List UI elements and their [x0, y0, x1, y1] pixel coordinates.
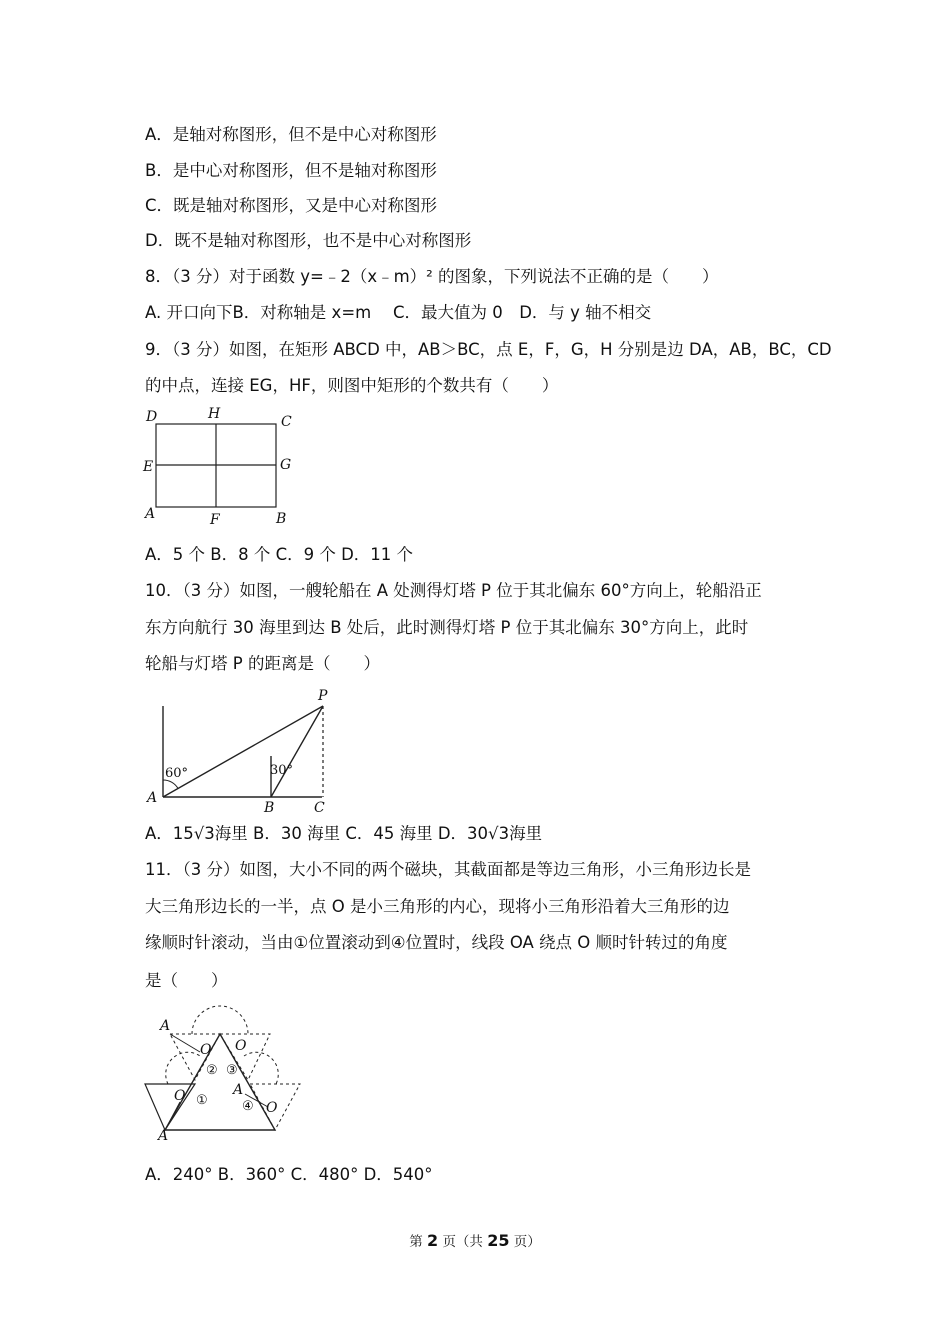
- footer-pre: 第: [409, 1234, 423, 1250]
- rolling-arc-right: [244, 1052, 278, 1084]
- question-10-line3: 轮船与灯塔 P 的距离是（ ）: [145, 654, 380, 673]
- footer-mid: 页（共: [442, 1234, 483, 1250]
- question-11-line4: 是（ ）: [145, 971, 228, 990]
- footer-post: 页）: [513, 1234, 541, 1250]
- question-11-line1: 11．（3 分）如图，大小不同的两个磁块，其截面都是等边三角形，小三角形边长是: [145, 860, 751, 879]
- figure-bearing: [140, 684, 340, 819]
- angle-60: 60°: [165, 766, 189, 781]
- label-a-mid: A: [233, 1082, 244, 1098]
- segment-oa-1: [165, 1102, 180, 1130]
- label-o-3: O: [235, 1038, 247, 1054]
- label-o-1: O: [174, 1088, 186, 1104]
- options-9: A．5 个 B．8 个 C．9 个 D．11 个: [145, 545, 414, 564]
- question-10-line1: 10．（3 分）如图，一艘轮船在 A 处测得灯塔 P 位于其北偏东 60°方向上，轮船沿正: [145, 581, 762, 600]
- option-7b: B．是中心对称图形，但不是轴对称图形: [145, 161, 437, 180]
- label-e: E: [143, 459, 154, 475]
- option-7c: C．既是轴对称图形，又是中心对称图形: [145, 196, 438, 215]
- label-a-top: A: [160, 1018, 171, 1034]
- page-footer: [0, 1230, 950, 1250]
- question-10-line2: 东方向航行 30 海里到达 B 处后，此时测得灯塔 P 位于其北偏东 30°方向上，此时: [145, 618, 749, 637]
- label-p: P: [318, 688, 328, 704]
- segment-bp: [271, 706, 323, 797]
- options-8: A. 开口向下B．对称轴是 x=m C．最大值为 0 D．与 y 轴不相交: [145, 303, 652, 322]
- label-f: F: [210, 512, 220, 528]
- angle-arc-a: [163, 780, 178, 789]
- label-o-4: O: [266, 1100, 278, 1116]
- question-9-line2: 的中点，连接 EG，HF，则图中矩形的个数共有（ ）: [145, 376, 559, 395]
- label-c: C: [281, 414, 292, 430]
- options-11: A．240° B．360° C．480° D．540°: [145, 1165, 433, 1184]
- big-triangle: [165, 1034, 275, 1130]
- question-9-line1: 9．（3 分）如图，在矩形 ABCD 中，AB＞BC，点 E，F，G，H 分别是边 DA，AB，BC，CD: [145, 340, 832, 359]
- label-g: G: [280, 457, 292, 473]
- label-a: A: [147, 790, 158, 806]
- label-position-4: ④: [242, 1099, 254, 1114]
- segment-ap: [163, 706, 323, 797]
- label-b: B: [276, 511, 287, 527]
- label-position-3: ③: [226, 1063, 238, 1078]
- options-10: A．15√3海里 B．30 海里 C．45 海里 D．30√3海里: [145, 824, 543, 843]
- label-c: C: [314, 800, 325, 816]
- footer-page-number: 2: [427, 1231, 439, 1250]
- label-a: A: [145, 506, 156, 522]
- label-a-bottom: A: [158, 1128, 169, 1144]
- rolling-arc-top: [192, 1006, 248, 1034]
- question-8: 8．（3 分）对于函数 y=﹣2（x﹣m）² 的图象，下列说法不正确的是（ ）: [145, 267, 719, 286]
- figure-triangles: [140, 1012, 310, 1147]
- label-h: H: [208, 406, 221, 422]
- label-position-1: ①: [196, 1093, 208, 1108]
- label-position-2: ②: [206, 1063, 218, 1078]
- option-7a: A．是轴对称图形，但不是中心对称图形: [145, 125, 437, 144]
- label-o-2: O: [200, 1042, 212, 1058]
- footer-total-pages: 25: [487, 1231, 510, 1250]
- option-7d: D．既不是轴对称图形，也不是中心对称图形: [145, 231, 472, 250]
- label-d: D: [146, 409, 158, 425]
- question-11-line3: 缘顺时针滚动，当由①位置滚动到④位置时，线段 OA 绕点 O 顺时针转过的角度: [145, 933, 728, 952]
- question-11-line2: 大三角形边长的一半，点 O 是小三角形的内心，现将小三角形沿着大三角形的边: [145, 897, 730, 916]
- figure-rectangle: [140, 404, 305, 529]
- angle-30: 30°: [270, 763, 294, 778]
- label-b: B: [264, 800, 275, 816]
